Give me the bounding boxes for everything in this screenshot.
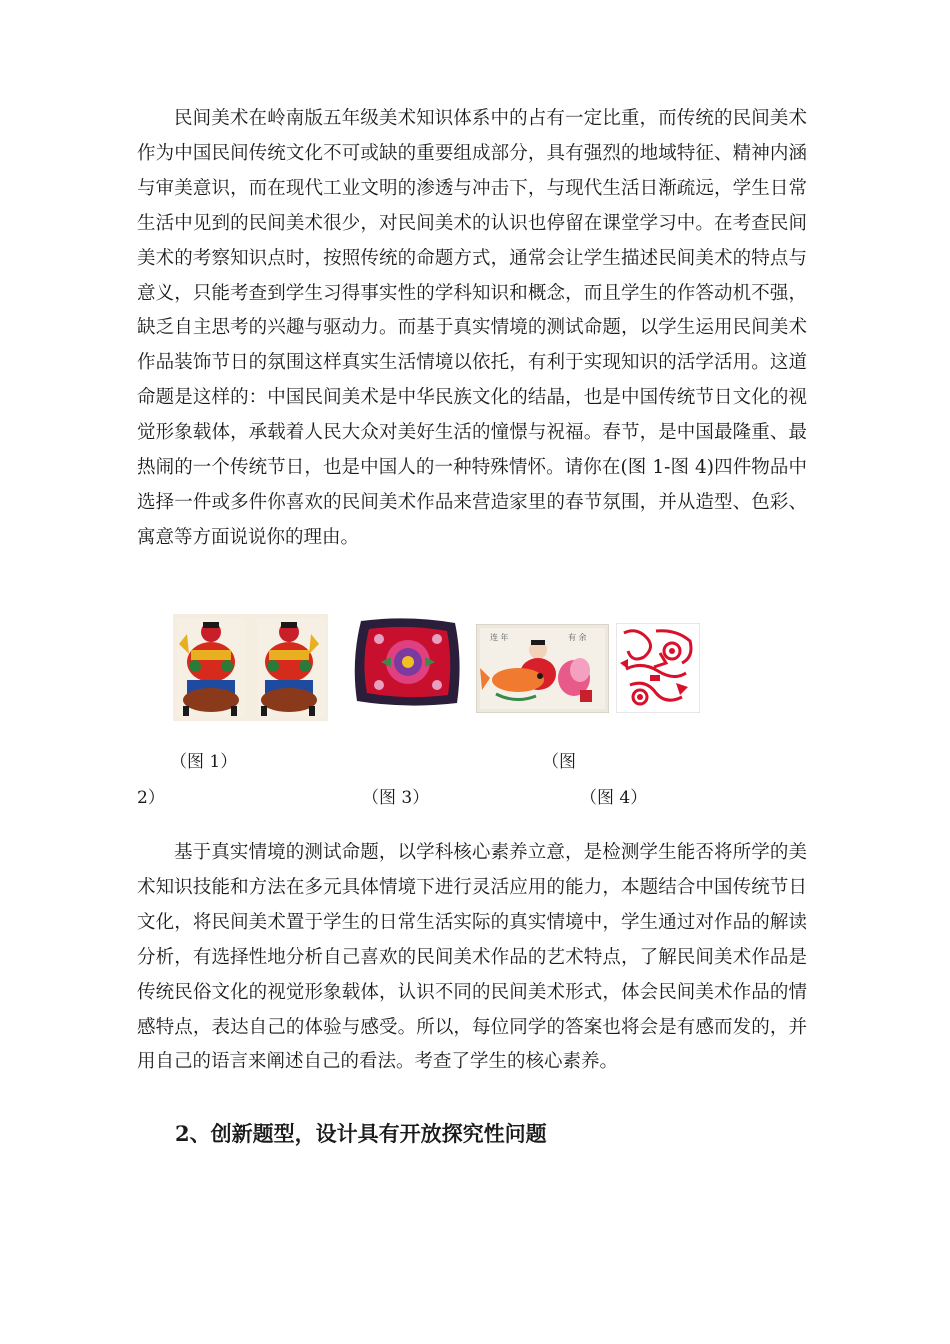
new-year-painting-child-fish-image [476,624,609,713]
svg-text:连 年: 连 年 [490,633,509,642]
figure-2-cushion [351,615,463,709]
figure-3-new-year-painting [476,624,609,713]
figure-3-caption: （图 3） [362,788,430,808]
svg-text:有 余: 有 余 [568,633,587,642]
body-paragraph-1: 民间美术在岭南版五年级美术知识体系中的占有一定比重，而传统的民间美术作为中国民间传统文化不可或缺的重要组成部分，具有强烈的地域特征、精神内涵与审美意识，而在现代工业文明的渗透与冲击下，与现代生活日渐疏远，学生日常生活中见到的民间美术很少，对民间美术的认识也停留在课堂学习中。在考查民间美术的考察知识点时，按照传统的命题方式，通常会让学生描述民间美术的特点与意义，只能考查到学生习得事实性的学科知识和概念，而且学生的作答动机不强，缺乏自主思考的兴趣与驱动力。而基于真实情境的测试命题，以学生运用民间美术作品装饰节日的氛围这样真实生活情境以依托，有利于实现知识的活学活用。这道命题是这样的：中国民间美术是中华民族文化的结晶，也是中国传统节日文化的视觉形象载体，承载着人民大众对美好生活的憧憬与祝福。春节，是中国最隆重、最热闹的一个传统节日，也是中国人的一种特殊情怀。请你在(图 1-图 4)四件物品中选择一件或多件你喜欢的民间美术作品来营造家里的春节氛围，并从造型、色彩、寓意等方面说说你的理由。 [137,108,807,548]
section-heading: 2、创新题型，设计具有开放探究性问题 [175,1121,547,1146]
red-paper-cut-image [616,623,700,713]
embroidered-cushion-image [351,615,463,709]
figure-4-paper-cut [616,623,700,713]
door-god-woodblock-prints-image [173,614,328,721]
figure-1-caption: （图 1） [170,752,238,772]
figure-2-caption-part2: 2） [137,788,165,808]
figure-2-caption-part1: （图 [542,752,576,772]
body-paragraph-2: 基于真实情境的测试命题，以学科核心素养立意，是检测学生能否将所学的美术知识技能和方法在多元具体情境下进行灵活应用的能力，本题结合中国传统节日文化，将民间美术置于学生的日常生活实际的真实情境中，学生通过对作品的解读分析，有选择性地分析自己喜欢的民间美术作品的艺术特点，了解民间美术作品是传统民俗文化的视觉形象载体，认识不同的民间美术形式，体会民间美术作品的情感特点，表达自己的体验与感受。所以，每位同学的答案也将会是有感而发的，并用自己的语言来阐述自己的看法。考查了学生的核心素养。 [137,842,807,1073]
figure-1-door-gods [173,614,328,721]
figure-4-caption: （图 4） [580,788,648,808]
